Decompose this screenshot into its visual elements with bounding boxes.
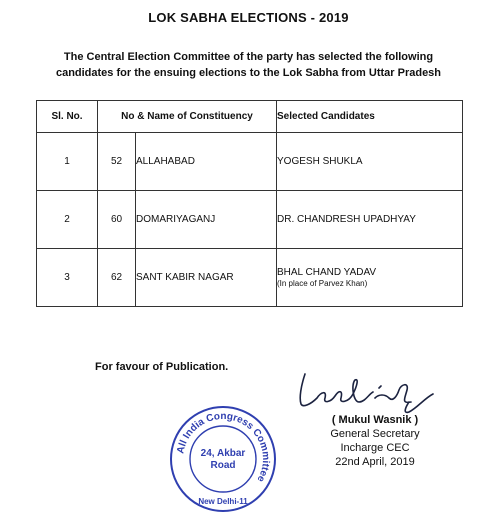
table-row <box>37 249 463 307</box>
intro-line-2: candidates for the ensuing elections to the Lok Sabha from Uttar Pradesh <box>55 67 442 79</box>
candidate-note: (In place of Parvez Khan) <box>277 279 368 288</box>
cell-candidate <box>277 133 463 191</box>
signatory-role: Incharge CEC <box>340 442 410 454</box>
cell-sl-no: 1 <box>37 133 98 191</box>
cell-constituency-name: ALLAHABAD <box>136 133 277 191</box>
cell-constituency-name: SANT KABIR NAGAR <box>136 249 277 307</box>
official-stamp <box>168 404 278 514</box>
cell-constituency-no: 62 <box>98 249 136 307</box>
table-row <box>37 133 463 191</box>
table-row <box>37 191 463 249</box>
cell-candidate <box>277 249 463 307</box>
candidate-name: YOGESH SHUKLA <box>277 156 363 167</box>
stamp-line-1: 24, Akbar <box>200 448 246 459</box>
publication-note: For favour of Publication. <box>95 361 229 373</box>
signatory-block <box>305 413 445 469</box>
cell-constituency-no: 60 <box>98 191 136 249</box>
candidate-name: BHAL CHAND YADAV <box>277 267 377 278</box>
stamp-ring-text: All India Congress Committee <box>175 410 272 484</box>
stamp-city: New Delhi-11 <box>198 497 248 506</box>
header-constituency: No & Name of Constituency <box>98 101 277 133</box>
handwritten-signature <box>293 368 443 418</box>
candidate-name: DR. CHANDRESH UPADHYAY <box>277 214 416 225</box>
cell-sl-no: 2 <box>37 191 98 249</box>
intro-line-1: The Central Election Committee of the party has selected the following <box>63 51 434 63</box>
stamp-line-2: Road <box>210 460 236 471</box>
candidates-table <box>36 100 463 307</box>
signatory-name: ( Mukul Wasnik ) <box>331 414 419 426</box>
cell-constituency-name: DOMARIYAGANJ <box>136 191 277 249</box>
intro-paragraph <box>20 49 477 81</box>
cell-sl-no: 3 <box>37 249 98 307</box>
page-title: LOK SABHA ELECTIONS - 2019 <box>148 10 349 25</box>
cell-constituency-no: 52 <box>98 133 136 191</box>
header-selected-candidates: Selected Candidates <box>277 101 463 133</box>
signatory-date: 22nd April, 2019 <box>335 456 415 468</box>
header-sl-no: Sl. No. <box>37 101 98 133</box>
table-header-row <box>37 101 463 133</box>
cell-candidate <box>277 191 463 249</box>
signatory-title: General Secretary <box>330 428 420 440</box>
